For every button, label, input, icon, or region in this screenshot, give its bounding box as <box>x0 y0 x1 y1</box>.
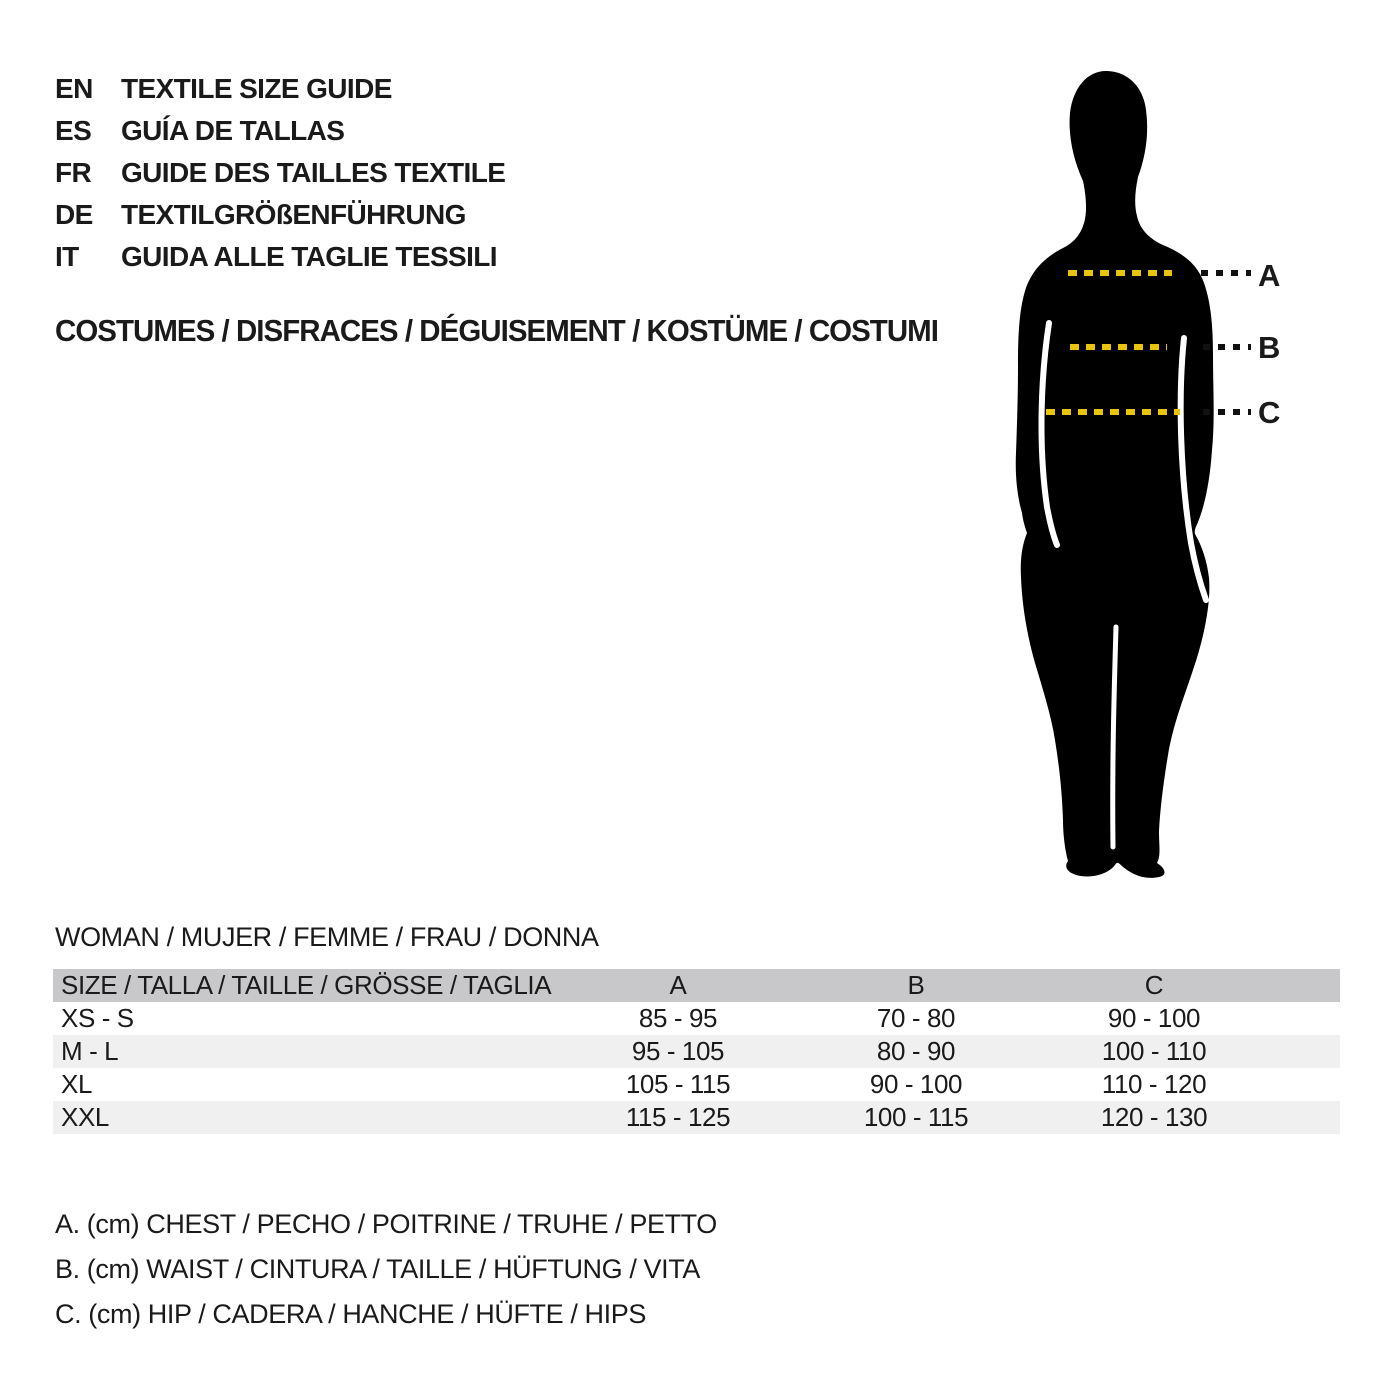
waist-cell: 90 - 100 <box>869 1069 963 1099</box>
hip-cell: 110 - 120 <box>1101 1069 1207 1099</box>
waist-cell: 80 - 90 <box>876 1036 956 1066</box>
woman-silhouette-figure <box>1005 55 1275 885</box>
language-title: GUIDA ALLE TAGLIE TESSILI <box>121 241 497 272</box>
language-title-list <box>55 74 505 272</box>
size-cell: XXL <box>61 1102 109 1132</box>
language-row-de <box>55 200 505 230</box>
language-code: IT <box>55 241 79 272</box>
category-title: COSTUMES / DISFRACES / DÉGUISEMENT / KOSTÜME / COSTUMI <box>55 313 938 348</box>
header-b-cell: B <box>907 970 925 1000</box>
language-code: ES <box>55 115 92 146</box>
measure-label-c: C <box>1258 395 1280 430</box>
table-row <box>53 1002 1340 1035</box>
woman-section-title: WOMAN / MUJER / FEMME / FRAU / DONNA <box>55 922 599 952</box>
waist-cell: 70 - 80 <box>876 1003 956 1033</box>
language-code: EN <box>55 73 93 104</box>
language-title: GUÍA DE TALLAS <box>121 115 345 146</box>
measure-label-a: A <box>1258 258 1280 293</box>
language-row-fr <box>55 158 505 188</box>
chest-cell: 105 - 115 <box>625 1069 731 1099</box>
language-title: TEXTILGRÖßENFÜHRUNG <box>121 199 466 230</box>
waist-cell: 100 - 115 <box>863 1102 969 1132</box>
size-cell: XS - S <box>61 1003 134 1033</box>
legend-item-waist: B. (cm) WAIST / CINTURA / TAILLE / HÜFTUNG / VITA <box>55 1254 700 1284</box>
language-code: DE <box>55 199 93 230</box>
chest-cell: 85 - 95 <box>638 1003 718 1033</box>
chest-cell: 95 - 105 <box>631 1036 725 1066</box>
hip-cell: 120 - 130 <box>1100 1102 1208 1132</box>
measure-label-b: B <box>1258 330 1280 365</box>
woman-silhouette-svg <box>1005 55 1275 885</box>
language-title: TEXTILE SIZE GUIDE <box>121 73 392 104</box>
language-row-en <box>55 74 505 104</box>
legend-item-chest: A. (cm) CHEST / PECHO / POITRINE / TRUHE / PETTO <box>55 1209 717 1239</box>
header-size-cell: SIZE / TALLA / TAILLE / GRÖSSE / TAGLIA <box>61 970 552 1000</box>
language-row-it <box>55 242 505 272</box>
language-code: FR <box>55 157 92 188</box>
hip-cell: 100 - 110 <box>1101 1036 1207 1066</box>
measurement-legend <box>55 1210 717 1329</box>
table-row <box>53 1101 1340 1134</box>
language-title: GUIDE DES TAILLES TEXTILE <box>121 157 506 188</box>
size-cell: M - L <box>61 1036 119 1066</box>
chest-cell: 115 - 125 <box>625 1102 731 1132</box>
header-c-cell: C <box>1144 970 1164 1000</box>
legend-item-hip: C. (cm) HIP / CADERA / HANCHE / HÜFTE / HIPS <box>55 1299 646 1329</box>
language-row-es <box>55 116 505 146</box>
table-header-row <box>53 969 1340 1002</box>
header-a-cell: A <box>669 970 687 1000</box>
size-cell: XL <box>61 1069 93 1099</box>
table-row <box>53 1035 1340 1068</box>
size-table <box>53 969 1340 1134</box>
table-row <box>53 1068 1340 1101</box>
hip-cell: 90 - 100 <box>1107 1003 1201 1033</box>
